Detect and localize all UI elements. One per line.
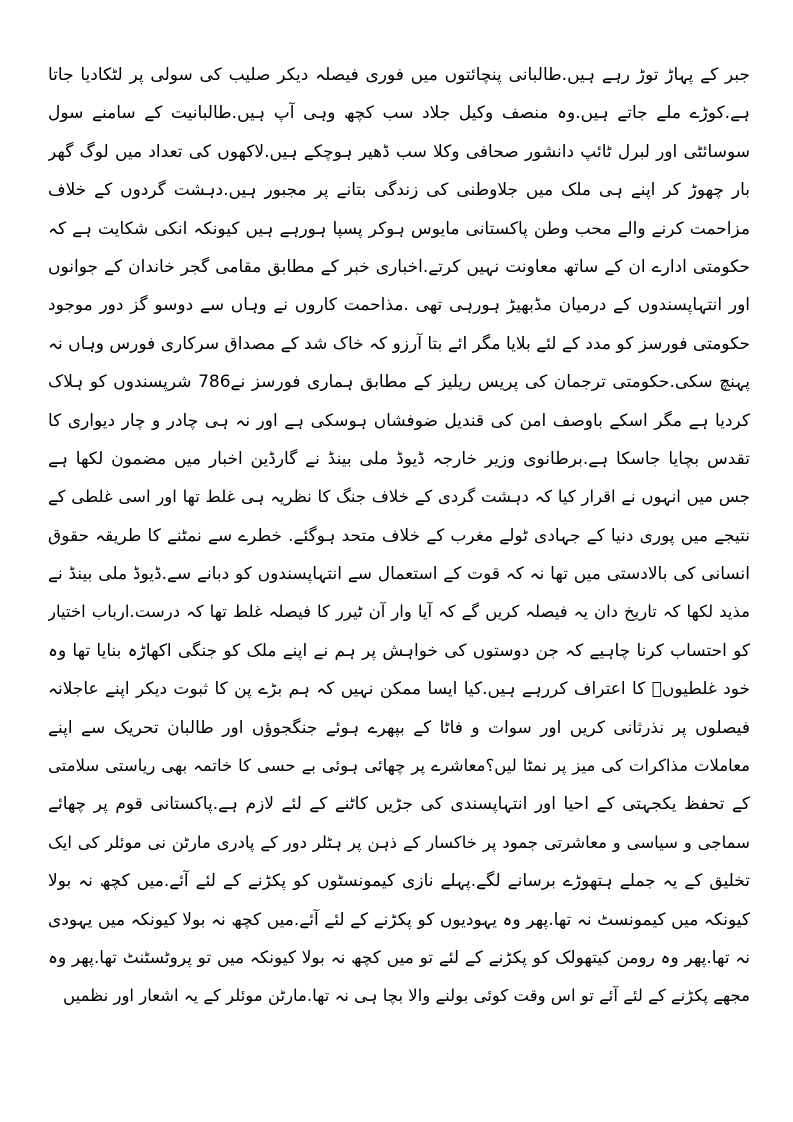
text-line: سماجی و سیاسی و معاشرتی جمود پر خاکسار کے ذہن پر ہٹلر دور کے پادری مارٹن نی موئلر کی ایک [48,832,750,852]
text-line: کیونکہ میں کیمونسٹ نہ تھا.پھر وہ یہودیوں کو پکڑنے کے لئے آئے.میں کچھ نہ بولا کیونکہ میں یہودی [48,909,750,930]
text-line: مجھے پکڑنے کے لئے آئے تو اس وقت کوئی بولنے والا بچا ہی نہ تھا.مارٹن موئلر کے یہ اشعار اور نظمیں [63,986,750,1006]
text-line: پہنچ سکی.حکومتی ترجمان کی پریس ریلیز کے مطابق ہماری فورسز نے786 شرپسندوں کو ہلاک [48,372,750,393]
text-line: حکومتی ادارے ان کے ساتھ معاونت نہیں کرتے.اخباری خبر کے مطابق مقامی گجر خاندان کے جوانوں [48,256,750,277]
text-line: ہے.کوڑے ملے جاتے ہیں.وہ منصف وکیل جلاد سب کچھ وہی آپ ہیں.طالبانیت کے سامنے سول [48,103,750,124]
text-line: کے تحفظ یکجہتی کے احیا اور انتہاپسندی کی جڑیں کاٹنے کے لئے لازم ہے.پاکستانی قوم پر چھائے [48,794,750,815]
text-line: جبر کے پہاڑ توڑ رہے ہیں.طالبانی پنچائتوں میں فوری فیصلہ دیکر صلیب کی سولی پر لٹکادیا جاتا [48,65,750,85]
text-line: کو احتساب کرنا چاہیے کہ جن دوستوں کی خواہش پر ہم نے اپنے ملک کو جنگی اکھاڑہ بنایا تھا وہ [48,640,750,661]
text-line: بار چھوڑ کر اپنے ہی ملک میں جلاوطنی کی زندگی بتانے پر مجبور ہیں.دہشت گردوں کے خلاف [48,180,750,201]
text-line: کردیا ہے مگر اسکے باوصف امن کی قندیل ضوفشاں ہوسکی ہے اور نہ ہی چادر و چار دیواری کا [48,410,750,431]
text-line: حکومتی فورسز کو مدد کے لئے بلایا مگر ائے بتا آرزو کہ خاک شد کے مصداق سرکاری فورس وہاں نہ [48,333,750,354]
text-line: فیصلوں پر نذرثانی کریں اور سوات و فاٹا کے بپھرے ہوئے جنگجوؤں اور طالبان تحریک سے اپنے [48,717,750,738]
text-line: جس میں انہوں نے اقرار کیا کہ دہشت گردی کے خلاف جنگ کا نظریہ ہی غلط تھا اور اسی غلطی کے [48,487,750,507]
text-line: تخلیق کے یہ جملے ہتھوڑے برسانے لگے.پہلے نازی کیمونسٹوں کو پکڑنے کے لئے آئے.میں کچھ نہ بولا [48,871,750,892]
text-line: مذید لکھا کہ تاریخ دان یہ فیصلہ کریں گے کہ آیا وار آن ٹیرر کا فیصلہ غلط تھا کہ درست.ارباب اختیار [48,602,750,622]
text-line: اور انتہاپسندوں کے درمیان مڈبھیڑ ہورہی تھی .مذاحمت کاروں نے وہاں سے دوسو گز دور موجود [48,295,750,316]
text-line: معاملات مذاکرات کی میز پر نمٹا لیں؟معاشرے پر چھائی ہوئی بے حسی کا خاتمہ بھی ریاستی سلامتی [48,756,750,776]
text-line: مزاحمت کرنے والے محب وطن پاکستانی مایوس ہوکر پسپا ہورہے ہیں کیونکہ انکی شکایت ہے کہ [48,218,750,239]
text-line: انسانی کی بالادستی میں تھا نہ کہ قوت کے استعمال سے انتہاپسندوں کو دبانے سے.ڈیوڈ ملی بینڈ نے [48,564,750,585]
text-line: تقدس بچایا جاسکا ہے.برطانوی وزیر خارجہ ڈیوڈ ملی بینڈ نے گارڈین اخبار میں مضمون لکھا ہے [48,448,750,469]
urdu-article-body [48,56,750,1016]
text-line: خود غلطیوںؓ کا اعتراف کررہے ہیں.کیا ایسا ممکن نہیں کہ ہم بڑے پن کا ثبوت دیکر اپنے عاجلانہ [48,679,750,700]
text-line: نتیجے میں پوری دنیا کے جہادی ٹولے مغرب کے خلاف متحد ہوگئے. خطرے سے نمٹنے کا طریقہ حقوق [48,525,750,546]
text-line: سوسائٹی اور لبرل ٹائپ دانشور صحافی وکلا سب ڈھیر ہوچکے ہیں.لاکھوں کی تعداد میں لوگ گھر [48,141,750,162]
text-line: نہ تھا.پھر وہ رومن کیتھولک کو پکڑنے کے لئے تو میں کچھ نہ بولا کیونکہ میں تو پروٹسٹنٹ تھا.پھر وہ [48,947,750,968]
